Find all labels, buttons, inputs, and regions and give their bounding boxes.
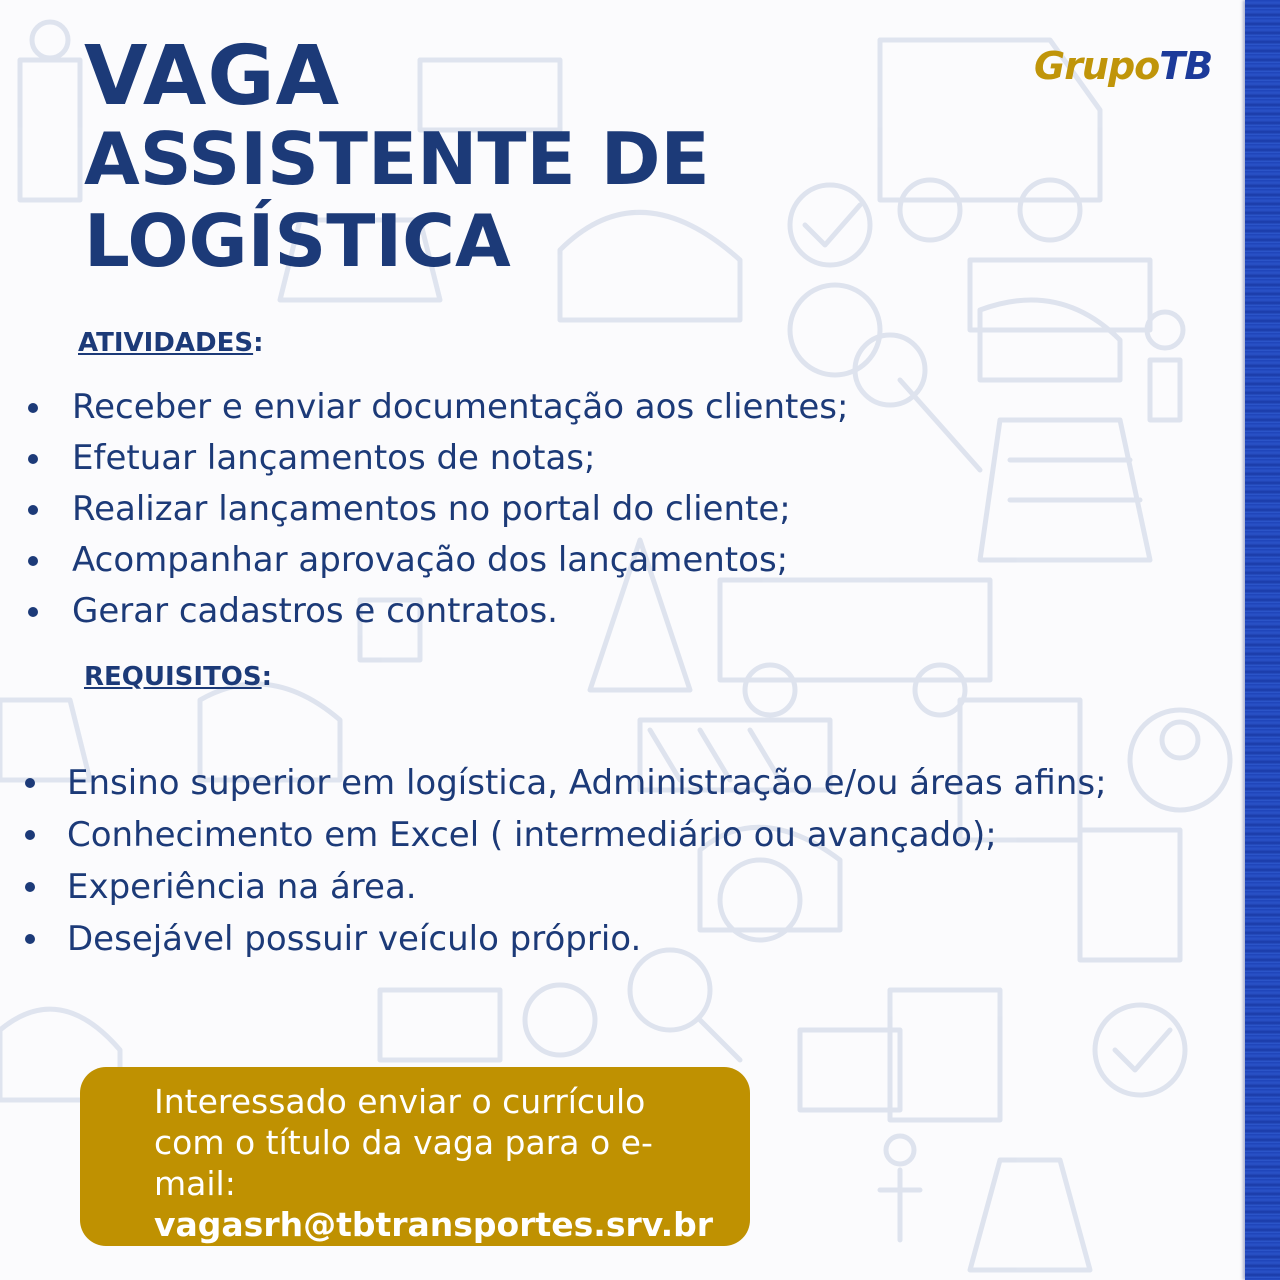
list-item xyxy=(67,809,1107,861)
list-item-text: Receber e enviar documentação aos clientes; xyxy=(72,387,849,427)
list-item xyxy=(72,484,848,535)
requirements-heading-label: REQUISITOS xyxy=(84,662,262,692)
apply-message-line-3: mail: xyxy=(154,1164,236,1203)
apply-email[interactable]: vagasrh@tbtransportes.srv.br xyxy=(154,1205,714,1244)
bullet xyxy=(28,505,38,515)
bullet xyxy=(28,556,38,566)
title-line-2: ASSISTENTE DE xyxy=(84,117,710,201)
bullet xyxy=(25,830,35,840)
list-item-text: Desejável possuir veículo próprio. xyxy=(67,919,642,959)
bullet xyxy=(28,403,38,413)
apply-message-line-1: Interessado enviar o currículo xyxy=(154,1082,646,1121)
list-item-text: Conhecimento em Excel ( intermediário ou avançado); xyxy=(67,815,997,855)
title-line-1: VAGA xyxy=(84,29,341,124)
bullet xyxy=(28,454,38,464)
requirements-list xyxy=(67,757,1107,965)
list-item xyxy=(72,586,848,637)
bullet xyxy=(25,934,35,944)
list-item-text: Experiência na área. xyxy=(67,867,417,907)
title-line-3: LOGÍSTICA xyxy=(84,199,511,283)
bullet xyxy=(25,882,35,892)
list-item-text: Efetuar lançamentos de notas; xyxy=(72,438,596,478)
list-item xyxy=(72,433,848,484)
requirements-heading: REQUISITOS: xyxy=(84,662,273,692)
logo-tb: TB xyxy=(1159,44,1213,88)
activities-heading: ATIVIDADES: xyxy=(78,328,264,358)
list-item xyxy=(72,382,848,433)
list-item xyxy=(72,535,848,586)
list-item xyxy=(67,913,1107,965)
list-item xyxy=(67,757,1107,809)
list-item xyxy=(67,861,1107,913)
activities-list xyxy=(72,382,848,637)
activities-heading-label: ATIVIDADES xyxy=(78,328,254,358)
logo-grupo: Grupo xyxy=(1034,44,1160,88)
list-item-text: Realizar lançamentos no portal do cliente; xyxy=(72,489,791,529)
list-item-text: Gerar cadastros e contratos. xyxy=(72,591,558,631)
bullet xyxy=(25,778,35,788)
list-item-text: Acompanhar aprovação dos lançamentos; xyxy=(72,540,789,580)
apply-instructions-box xyxy=(80,1067,750,1246)
grupo-tb-logo xyxy=(1034,44,1212,88)
bullet xyxy=(28,607,38,617)
right-blue-band xyxy=(1245,0,1280,1280)
list-item-text: Ensino superior em logística, Administração e/ou áreas afins; xyxy=(67,763,1107,803)
apply-message-line-2: com o título da vaga para o e- xyxy=(154,1123,653,1162)
apply-message xyxy=(154,1081,674,1204)
job-title xyxy=(84,29,710,283)
